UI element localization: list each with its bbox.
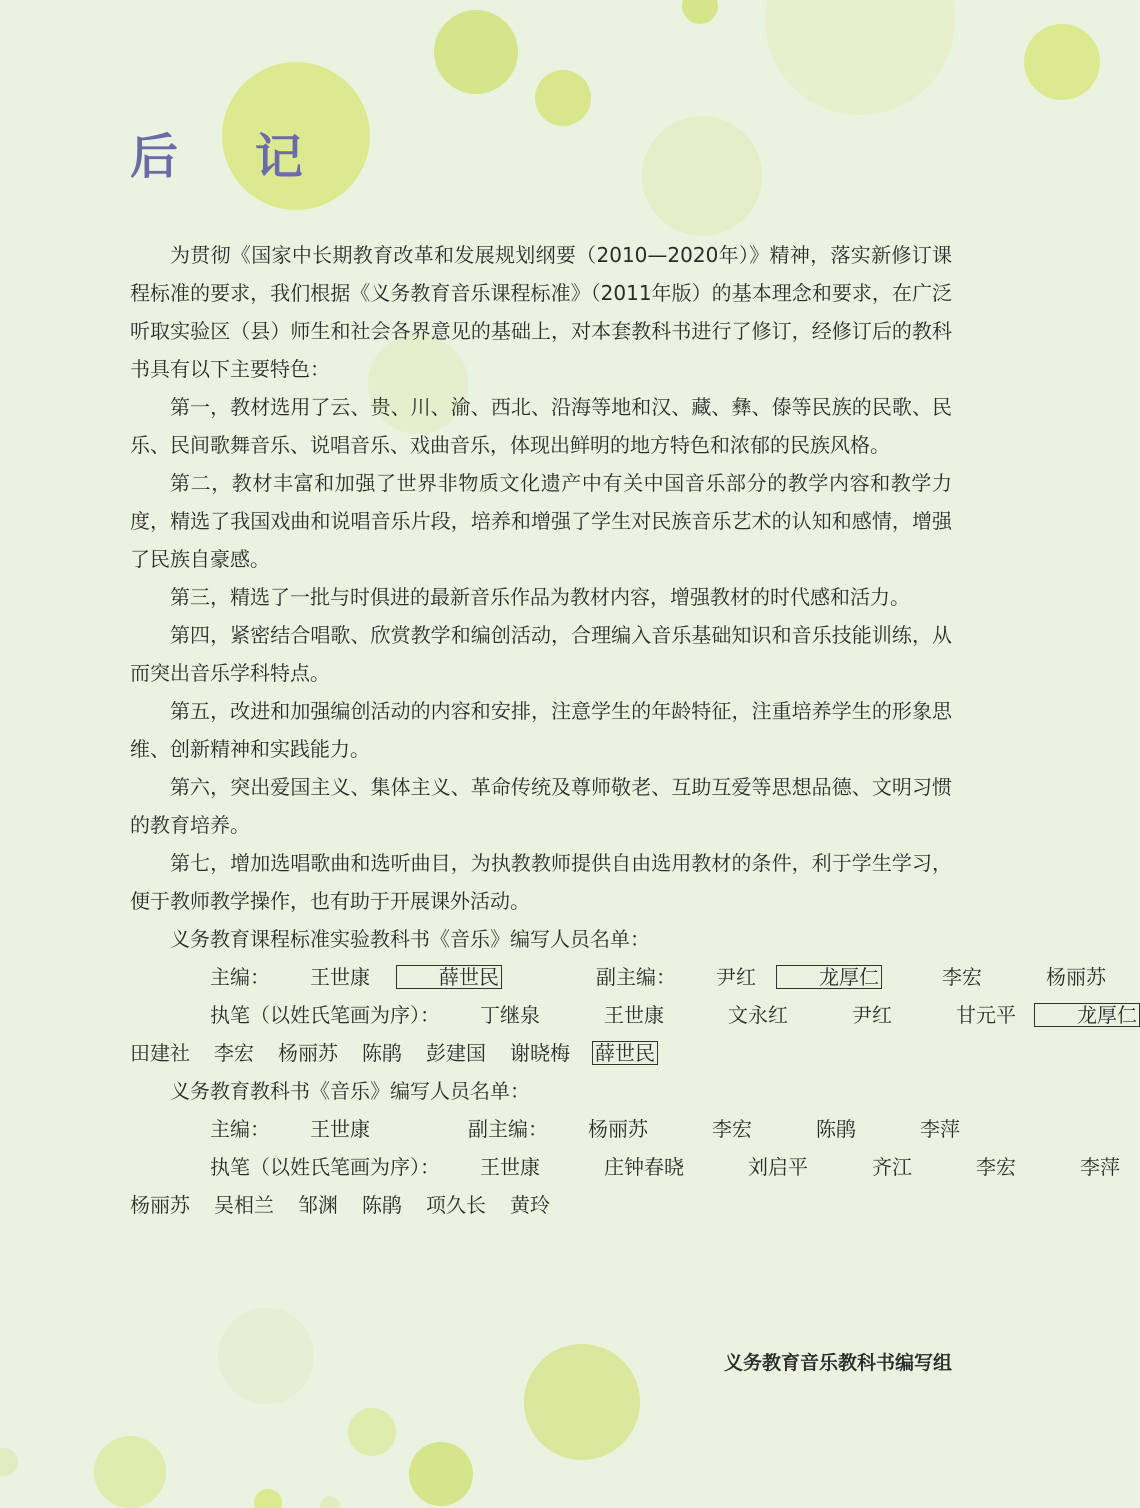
writer-name: 尹红: [852, 1003, 892, 1027]
page-title: 后 记: [130, 129, 333, 185]
writer-name: 田建社: [130, 1041, 190, 1065]
feature-paragraph-4: 第四，紧密结合唱歌、欣赏教学和编创活动，合理编入音乐基础知识和音乐技能训练，从而突出音乐学科特点。: [130, 623, 952, 685]
writer-name: 刘启平: [748, 1155, 808, 1179]
writer-name: 龙厚仁: [1034, 1003, 1140, 1027]
editor-name: 王世康: [310, 1117, 370, 1141]
editor-name: 李宏: [712, 1117, 752, 1141]
writer-name: 杨丽苏: [130, 1193, 190, 1217]
current-writers-line-2: [130, 1186, 952, 1224]
experimental-writers-line-2: [130, 1034, 952, 1072]
writer-name: 丁继泉: [480, 1003, 540, 1027]
writer-name: 陈鹃: [362, 1041, 402, 1065]
writer-name: 王世康: [604, 1003, 664, 1027]
current-editors-line: [130, 1110, 960, 1148]
editor-name: 王世康: [310, 965, 370, 989]
editor-name: 杨丽苏: [1046, 965, 1106, 989]
editor-name: 陈鹃: [816, 1117, 856, 1141]
experimental-staff-heading: 义务教育课程标准实验教科书《音乐》编写人员名单：: [170, 927, 650, 951]
writer-name: 王世康: [480, 1155, 540, 1179]
current-writers-line: [130, 1148, 1120, 1186]
writer-name: 谢晓梅: [510, 1041, 570, 1065]
experimental-writers-line: [130, 996, 1137, 1034]
writer-name: 薛世民: [592, 1041, 658, 1065]
editor-name: 杨丽苏: [588, 1117, 648, 1141]
current-staff-heading: 义务教育教科书《音乐》编写人员名单：: [170, 1079, 530, 1103]
writer-name: 彭建国: [426, 1041, 486, 1065]
body-text: [130, 236, 1137, 1224]
feature-paragraph-3: 第三，精选了一批与时俱进的最新音乐作品为教材内容，增强教材的时代感和活力。: [170, 585, 910, 609]
writer-name: 邹渊: [298, 1193, 338, 1217]
writer-name: 李宏: [976, 1155, 1016, 1179]
feature-paragraph-6: 第六，突出爱国主义、集体主义、革命传统及尊师敬老、互助互爱等思想品德、文明习惯的教育培养。: [130, 775, 952, 837]
writer-name: 庄钟春晓: [604, 1155, 684, 1179]
editor-name: 李萍: [920, 1117, 960, 1141]
deputy-editor-label: 副主编：: [468, 1117, 548, 1141]
editor-name: 李宏: [942, 965, 982, 989]
editor-name: 薛世民: [396, 965, 502, 989]
writer-name: 杨丽苏: [278, 1041, 338, 1065]
writer-name: 陈鹃: [362, 1193, 402, 1217]
experimental-editors-line: [130, 958, 1106, 996]
chief-editor-label: 主编：: [210, 1117, 270, 1141]
writer-name: 文永红: [728, 1003, 788, 1027]
chief-editor-label: 主编：: [210, 965, 270, 989]
writer-name: 项久长: [426, 1193, 486, 1217]
editor-name: 尹红: [716, 965, 756, 989]
writer-name: 黄玲: [510, 1193, 550, 1217]
writer-name: 李宏: [214, 1041, 254, 1065]
writers-label: 执笔（以姓氏笔画为序）：: [210, 1003, 440, 1027]
writer-name: 甘元平: [956, 1003, 1016, 1027]
writers-label: 执笔（以姓氏笔画为序）：: [210, 1155, 440, 1179]
feature-paragraph-1: 第一，教材选用了云、贵、川、渝、西北、沿海等地和汉、藏、彝、傣等民族的民歌、民乐、民间歌舞音乐、说唱音乐、戏曲音乐，体现出鲜明的地方特色和浓郁的民族风格。: [130, 395, 952, 457]
editorial-group-signature: 义务教育音乐教科书编写组: [723, 1352, 952, 1374]
writer-name: 李萍: [1080, 1155, 1120, 1179]
feature-paragraph-7: 第七，增加选唱歌曲和选听曲目，为执教教师提供自由选用教材的条件，利于学生学习，便于教师教学操作，也有助于开展课外活动。: [130, 851, 952, 913]
feature-paragraph-5: 第五，改进和加强编创活动的内容和安排，注意学生的年龄特征，注重培养学生的形象思维、创新精神和实践能力。: [130, 699, 952, 761]
intro-paragraph: 为贯彻《国家中长期教育改革和发展规划纲要（2010—2020年）》精神，落实新修订课程标准的要求，我们根据《义务教育音乐课程标准》（2011年版）的基本理念和要求，在广泛听取实验区（县）师生和社会各界意见的基础上，对本套教科书进行了修订，经修订后的教科书具有以下主要特色：: [130, 243, 952, 381]
editor-name: 龙厚仁: [776, 965, 882, 989]
deputy-editor-label: 副主编：: [596, 965, 676, 989]
feature-paragraph-2: 第二，教材丰富和加强了世界非物质文化遗产中有关中国音乐部分的教学内容和教学力度，精选了我国戏曲和说唱音乐片段，培养和增强了学生对民族音乐艺术的认知和感情，增强了民族自豪感。: [130, 471, 952, 571]
writer-name: 齐江: [872, 1155, 912, 1179]
writer-name: 吴相兰: [214, 1193, 274, 1217]
